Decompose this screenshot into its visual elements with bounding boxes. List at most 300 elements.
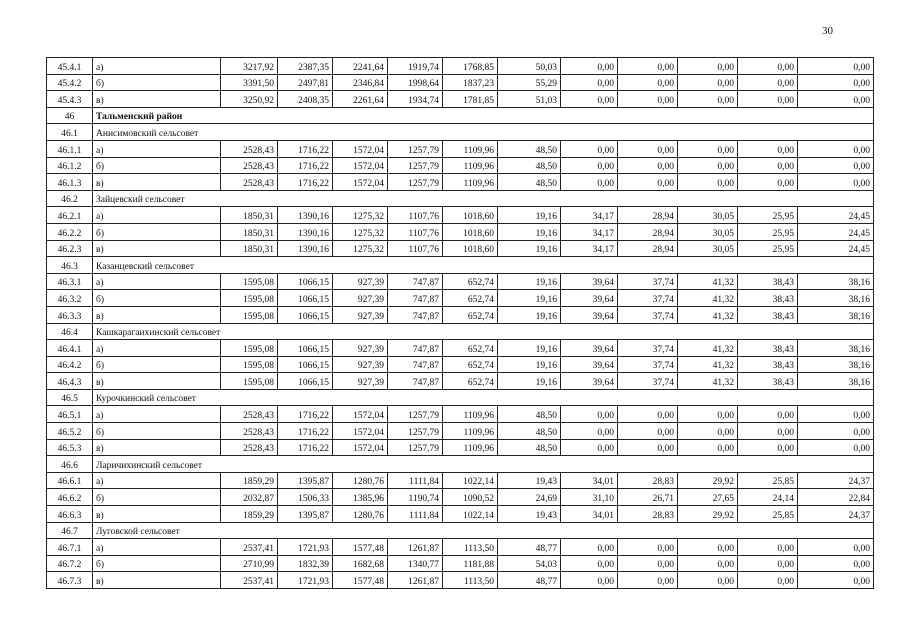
- value-cell: 0,00: [561, 555, 618, 572]
- value-cell: 55,29: [498, 74, 561, 91]
- value-cell: 34,17: [561, 223, 618, 240]
- row-variant: б): [93, 223, 221, 240]
- value-cell: 1181,88: [443, 555, 498, 572]
- value-cell: 0,00: [561, 157, 618, 174]
- value-cell: 30,05: [678, 223, 738, 240]
- value-cell: 24,45: [798, 223, 874, 240]
- value-cell: 1022,14: [443, 472, 498, 489]
- row-variant: в): [93, 373, 221, 390]
- value-cell: 1595,08: [221, 273, 278, 290]
- value-cell: 1066,15: [278, 290, 333, 307]
- council-title: Зайцевский сельсовет: [93, 190, 874, 207]
- value-cell: 1721,93: [278, 539, 333, 556]
- value-cell: 0,00: [618, 58, 678, 75]
- value-cell: 1275,32: [333, 207, 388, 224]
- row-code: 46.2.1: [47, 207, 93, 224]
- value-cell: 0,00: [798, 572, 874, 589]
- value-cell: 0,00: [738, 157, 798, 174]
- table-row: [47, 207, 874, 224]
- value-cell: 19,16: [498, 240, 561, 257]
- value-cell: 2261,64: [333, 91, 388, 108]
- value-cell: 1837,23: [443, 74, 498, 91]
- value-cell: 3391,50: [221, 74, 278, 91]
- value-cell: 0,00: [738, 406, 798, 423]
- value-cell: 0,00: [738, 74, 798, 91]
- value-cell: 38,16: [798, 340, 874, 357]
- value-cell: 1257,79: [388, 406, 443, 423]
- value-cell: 0,00: [738, 423, 798, 440]
- value-cell: 0,00: [561, 423, 618, 440]
- value-cell: 1113,50: [443, 572, 498, 589]
- value-cell: 2497,81: [278, 74, 333, 91]
- value-cell: 1716,22: [278, 157, 333, 174]
- row-variant: а): [93, 140, 221, 157]
- value-cell: 1066,15: [278, 356, 333, 373]
- value-cell: 0,00: [678, 439, 738, 456]
- value-cell: 0,00: [561, 572, 618, 589]
- value-cell: 39,64: [561, 373, 618, 390]
- table-row: [47, 273, 874, 290]
- row-code: 46.5.2: [47, 423, 93, 440]
- value-cell: 41,32: [678, 340, 738, 357]
- value-cell: 1275,32: [333, 223, 388, 240]
- row-code: 46.5.3: [47, 439, 93, 456]
- value-cell: 54,03: [498, 555, 561, 572]
- row-code: 46.7.3: [47, 572, 93, 589]
- table-row: [47, 572, 874, 589]
- value-cell: 1261,87: [388, 572, 443, 589]
- council-header-row: [47, 190, 874, 207]
- value-cell: 0,00: [618, 157, 678, 174]
- value-cell: 747,87: [388, 373, 443, 390]
- row-variant: а): [93, 340, 221, 357]
- value-cell: 1385,96: [333, 489, 388, 506]
- value-cell: 747,87: [388, 290, 443, 307]
- row-code: 46.4.2: [47, 356, 93, 373]
- value-cell: 1257,79: [388, 140, 443, 157]
- value-cell: 0,00: [561, 174, 618, 191]
- table-row: [47, 157, 874, 174]
- value-cell: 37,74: [618, 306, 678, 323]
- value-cell: 24,14: [738, 489, 798, 506]
- value-cell: 652,74: [443, 340, 498, 357]
- value-cell: 34,01: [561, 472, 618, 489]
- value-cell: 38,16: [798, 306, 874, 323]
- value-cell: 2528,43: [221, 174, 278, 191]
- value-cell: 0,00: [738, 91, 798, 108]
- value-cell: 0,00: [678, 157, 738, 174]
- value-cell: 0,00: [561, 91, 618, 108]
- value-cell: 19,16: [498, 356, 561, 373]
- value-cell: 747,87: [388, 306, 443, 323]
- table-row: [47, 340, 874, 357]
- value-cell: 1595,08: [221, 373, 278, 390]
- value-cell: 0,00: [678, 74, 738, 91]
- value-cell: 0,00: [618, 539, 678, 556]
- value-cell: 1022,14: [443, 506, 498, 523]
- value-cell: 1066,15: [278, 373, 333, 390]
- value-cell: 0,00: [798, 555, 874, 572]
- value-cell: 1066,15: [278, 306, 333, 323]
- value-cell: 0,00: [738, 140, 798, 157]
- row-variant: а): [93, 539, 221, 556]
- value-cell: 1934,74: [388, 91, 443, 108]
- value-cell: 19,16: [498, 223, 561, 240]
- value-cell: 24,37: [798, 472, 874, 489]
- table-row: [47, 58, 874, 75]
- value-cell: 50,03: [498, 58, 561, 75]
- value-cell: 26,71: [618, 489, 678, 506]
- row-code: 45.4.1: [47, 58, 93, 75]
- council-title: Луговской сельсовет: [93, 522, 874, 539]
- value-cell: 1395,87: [278, 472, 333, 489]
- value-cell: 0,00: [618, 91, 678, 108]
- table-row: [47, 356, 874, 373]
- value-cell: 0,00: [618, 439, 678, 456]
- value-cell: 1595,08: [221, 306, 278, 323]
- value-cell: 19,16: [498, 306, 561, 323]
- value-cell: 927,39: [333, 273, 388, 290]
- value-cell: 1577,48: [333, 539, 388, 556]
- value-cell: 652,74: [443, 356, 498, 373]
- row-code: 46.1.3: [47, 174, 93, 191]
- row-code: 46.6: [47, 456, 93, 473]
- council-header-row: [47, 323, 874, 340]
- value-cell: 747,87: [388, 273, 443, 290]
- value-cell: 1572,04: [333, 406, 388, 423]
- value-cell: 19,16: [498, 373, 561, 390]
- row-code: 46.6.2: [47, 489, 93, 506]
- value-cell: 1832,39: [278, 555, 333, 572]
- row-variant: а): [93, 207, 221, 224]
- value-cell: 39,64: [561, 290, 618, 307]
- value-cell: 1066,15: [278, 340, 333, 357]
- value-cell: 0,00: [798, 91, 874, 108]
- row-variant: в): [93, 306, 221, 323]
- value-cell: 927,39: [333, 373, 388, 390]
- row-code: 46.6.1: [47, 472, 93, 489]
- table-row: [47, 423, 874, 440]
- value-cell: 1109,96: [443, 157, 498, 174]
- row-variant: в): [93, 506, 221, 523]
- value-cell: 1572,04: [333, 423, 388, 440]
- row-variant: а): [93, 58, 221, 75]
- table-row: [47, 91, 874, 108]
- row-code: 46.6.3: [47, 506, 93, 523]
- value-cell: 1768,85: [443, 58, 498, 75]
- value-cell: 37,74: [618, 290, 678, 307]
- row-code: 45.4.2: [47, 74, 93, 91]
- value-cell: 1716,22: [278, 406, 333, 423]
- table-row: [47, 74, 874, 91]
- value-cell: 927,39: [333, 290, 388, 307]
- value-cell: 19,16: [498, 290, 561, 307]
- value-cell: 1090,52: [443, 489, 498, 506]
- value-cell: 1721,93: [278, 572, 333, 589]
- row-code: 46.4.3: [47, 373, 93, 390]
- council-title: Кашкарагаихинский сельсовет: [93, 323, 874, 340]
- value-cell: 1257,79: [388, 439, 443, 456]
- value-cell: 2710,99: [221, 555, 278, 572]
- council-header-row: [47, 124, 874, 141]
- row-variant: б): [93, 157, 221, 174]
- value-cell: 31,10: [561, 489, 618, 506]
- value-cell: 652,74: [443, 373, 498, 390]
- value-cell: 1390,16: [278, 207, 333, 224]
- row-code: 46.3: [47, 257, 93, 274]
- row-code: 46.7.1: [47, 539, 93, 556]
- value-cell: 927,39: [333, 356, 388, 373]
- value-cell: 39,64: [561, 306, 618, 323]
- value-cell: 28,94: [618, 223, 678, 240]
- row-variant: в): [93, 572, 221, 589]
- value-cell: 1919,74: [388, 58, 443, 75]
- row-code: 46.1: [47, 124, 93, 141]
- value-cell: 1572,04: [333, 157, 388, 174]
- table-row: [47, 223, 874, 240]
- row-code: 46.1.2: [47, 157, 93, 174]
- council-header-row: [47, 522, 874, 539]
- value-cell: 0,00: [618, 74, 678, 91]
- value-cell: 38,16: [798, 356, 874, 373]
- value-cell: 0,00: [678, 539, 738, 556]
- value-cell: 38,43: [738, 273, 798, 290]
- value-cell: 0,00: [738, 174, 798, 191]
- value-cell: 24,69: [498, 489, 561, 506]
- value-cell: 1859,29: [221, 506, 278, 523]
- value-cell: 0,00: [618, 174, 678, 191]
- value-cell: 48,77: [498, 539, 561, 556]
- value-cell: 0,00: [798, 423, 874, 440]
- value-cell: 0,00: [738, 572, 798, 589]
- value-cell: 1018,60: [443, 240, 498, 257]
- value-cell: 2241,64: [333, 58, 388, 75]
- value-cell: 29,92: [678, 472, 738, 489]
- value-cell: 2537,41: [221, 572, 278, 589]
- row-code: 46.2.3: [47, 240, 93, 257]
- table-row: [47, 373, 874, 390]
- row-code: 46.4.1: [47, 340, 93, 357]
- council-title: Казанцевский сельсовет: [93, 257, 874, 274]
- value-cell: 1066,15: [278, 273, 333, 290]
- value-cell: 0,00: [798, 439, 874, 456]
- value-cell: 1577,48: [333, 572, 388, 589]
- value-cell: 1109,96: [443, 140, 498, 157]
- value-cell: 0,00: [561, 74, 618, 91]
- value-cell: 48,50: [498, 439, 561, 456]
- table-row: [47, 174, 874, 191]
- value-cell: 34,17: [561, 240, 618, 257]
- value-cell: 1280,76: [333, 506, 388, 523]
- value-cell: 1018,60: [443, 207, 498, 224]
- table-row: [47, 489, 874, 506]
- row-variant: б): [93, 555, 221, 572]
- value-cell: 39,64: [561, 273, 618, 290]
- value-cell: 0,00: [561, 58, 618, 75]
- value-cell: 0,00: [798, 74, 874, 91]
- value-cell: 1850,31: [221, 207, 278, 224]
- value-cell: 24,37: [798, 506, 874, 523]
- row-variant: б): [93, 356, 221, 373]
- table-row: [47, 290, 874, 307]
- value-cell: 19,16: [498, 340, 561, 357]
- value-cell: 27,65: [678, 489, 738, 506]
- row-code: 46.3.3: [47, 306, 93, 323]
- value-cell: 41,32: [678, 356, 738, 373]
- value-cell: 28,83: [618, 506, 678, 523]
- value-cell: 1018,60: [443, 223, 498, 240]
- row-code: 46.5: [47, 389, 93, 406]
- value-cell: 0,00: [738, 555, 798, 572]
- value-cell: 2528,43: [221, 439, 278, 456]
- table-row: [47, 439, 874, 456]
- row-variant: б): [93, 74, 221, 91]
- value-cell: 1682,68: [333, 555, 388, 572]
- value-cell: 1572,04: [333, 174, 388, 191]
- value-cell: 0,00: [618, 423, 678, 440]
- value-cell: 0,00: [798, 140, 874, 157]
- value-cell: 1506,33: [278, 489, 333, 506]
- value-cell: 34,17: [561, 207, 618, 224]
- row-code: 46.2: [47, 190, 93, 207]
- row-variant: а): [93, 472, 221, 489]
- value-cell: 38,43: [738, 373, 798, 390]
- value-cell: 747,87: [388, 356, 443, 373]
- value-cell: 25,85: [738, 506, 798, 523]
- value-cell: 1257,79: [388, 157, 443, 174]
- council-title: Ларичихинский сельсовет: [93, 456, 874, 473]
- value-cell: 38,16: [798, 290, 874, 307]
- row-variant: в): [93, 240, 221, 257]
- value-cell: 41,32: [678, 373, 738, 390]
- table-row: [47, 306, 874, 323]
- value-cell: 1390,16: [278, 223, 333, 240]
- value-cell: 1595,08: [221, 290, 278, 307]
- value-cell: 1113,50: [443, 539, 498, 556]
- value-cell: 51,03: [498, 91, 561, 108]
- value-cell: 2387,35: [278, 58, 333, 75]
- row-code: 46: [47, 107, 93, 124]
- row-variant: в): [93, 439, 221, 456]
- value-cell: 0,00: [738, 439, 798, 456]
- council-header-row: [47, 389, 874, 406]
- value-cell: 1275,32: [333, 240, 388, 257]
- value-cell: 0,00: [738, 58, 798, 75]
- value-cell: 1107,76: [388, 223, 443, 240]
- value-cell: 0,00: [678, 91, 738, 108]
- value-cell: 1190,74: [388, 489, 443, 506]
- row-code: 46.3.1: [47, 273, 93, 290]
- value-cell: 1716,22: [278, 174, 333, 191]
- value-cell: 0,00: [678, 58, 738, 75]
- value-cell: 28,83: [618, 472, 678, 489]
- value-cell: 24,45: [798, 207, 874, 224]
- value-cell: 1257,79: [388, 423, 443, 440]
- value-cell: 0,00: [798, 406, 874, 423]
- value-cell: 0,00: [561, 439, 618, 456]
- value-cell: 0,00: [678, 555, 738, 572]
- value-cell: 41,32: [678, 306, 738, 323]
- value-cell: 0,00: [618, 572, 678, 589]
- row-code: 46.7.2: [47, 555, 93, 572]
- value-cell: 652,74: [443, 306, 498, 323]
- value-cell: 1716,22: [278, 140, 333, 157]
- row-variant: в): [93, 91, 221, 108]
- value-cell: 48,77: [498, 572, 561, 589]
- value-cell: 48,50: [498, 406, 561, 423]
- value-cell: 0,00: [798, 174, 874, 191]
- value-cell: 3217,92: [221, 58, 278, 75]
- value-cell: 0,00: [798, 58, 874, 75]
- council-header-row: [47, 456, 874, 473]
- row-code: 45.4.3: [47, 91, 93, 108]
- value-cell: 38,43: [738, 340, 798, 357]
- table-row: [47, 240, 874, 257]
- value-cell: 19,16: [498, 273, 561, 290]
- value-cell: 48,50: [498, 140, 561, 157]
- value-cell: 1261,87: [388, 539, 443, 556]
- value-cell: 48,50: [498, 174, 561, 191]
- value-cell: 1109,96: [443, 174, 498, 191]
- value-cell: 37,74: [618, 356, 678, 373]
- value-cell: 0,00: [678, 406, 738, 423]
- value-cell: 38,43: [738, 290, 798, 307]
- row-code: 46.5.1: [47, 406, 93, 423]
- value-cell: 1595,08: [221, 356, 278, 373]
- value-cell: 1781,85: [443, 91, 498, 108]
- value-cell: 1340,77: [388, 555, 443, 572]
- row-variant: а): [93, 406, 221, 423]
- value-cell: 1850,31: [221, 240, 278, 257]
- table-row: [47, 555, 874, 572]
- value-cell: 3250,92: [221, 91, 278, 108]
- value-cell: 1109,96: [443, 439, 498, 456]
- value-cell: 28,94: [618, 240, 678, 257]
- value-cell: 29,92: [678, 506, 738, 523]
- value-cell: 1111,84: [388, 472, 443, 489]
- value-cell: 1998,64: [388, 74, 443, 91]
- district-header-row: [47, 107, 874, 124]
- council-header-row: [47, 257, 874, 274]
- value-cell: 2408,35: [278, 91, 333, 108]
- value-cell: 652,74: [443, 273, 498, 290]
- value-cell: 1716,22: [278, 439, 333, 456]
- table-body: [47, 58, 874, 589]
- value-cell: 747,87: [388, 340, 443, 357]
- page-number: 30: [822, 25, 833, 37]
- row-code: 46.3.2: [47, 290, 93, 307]
- value-cell: 0,00: [678, 423, 738, 440]
- value-cell: 0,00: [798, 157, 874, 174]
- value-cell: 24,45: [798, 240, 874, 257]
- row-code: 46.1.1: [47, 140, 93, 157]
- value-cell: 2528,43: [221, 406, 278, 423]
- value-cell: 1850,31: [221, 223, 278, 240]
- value-cell: 1107,76: [388, 240, 443, 257]
- value-cell: 0,00: [561, 406, 618, 423]
- value-cell: 1859,29: [221, 472, 278, 489]
- value-cell: 0,00: [618, 406, 678, 423]
- value-cell: 38,16: [798, 273, 874, 290]
- value-cell: 19,43: [498, 506, 561, 523]
- value-cell: 37,74: [618, 340, 678, 357]
- value-cell: 38,43: [738, 356, 798, 373]
- value-cell: 1109,96: [443, 406, 498, 423]
- value-cell: 0,00: [798, 539, 874, 556]
- value-cell: 25,95: [738, 207, 798, 224]
- value-cell: 48,50: [498, 423, 561, 440]
- value-cell: 37,74: [618, 373, 678, 390]
